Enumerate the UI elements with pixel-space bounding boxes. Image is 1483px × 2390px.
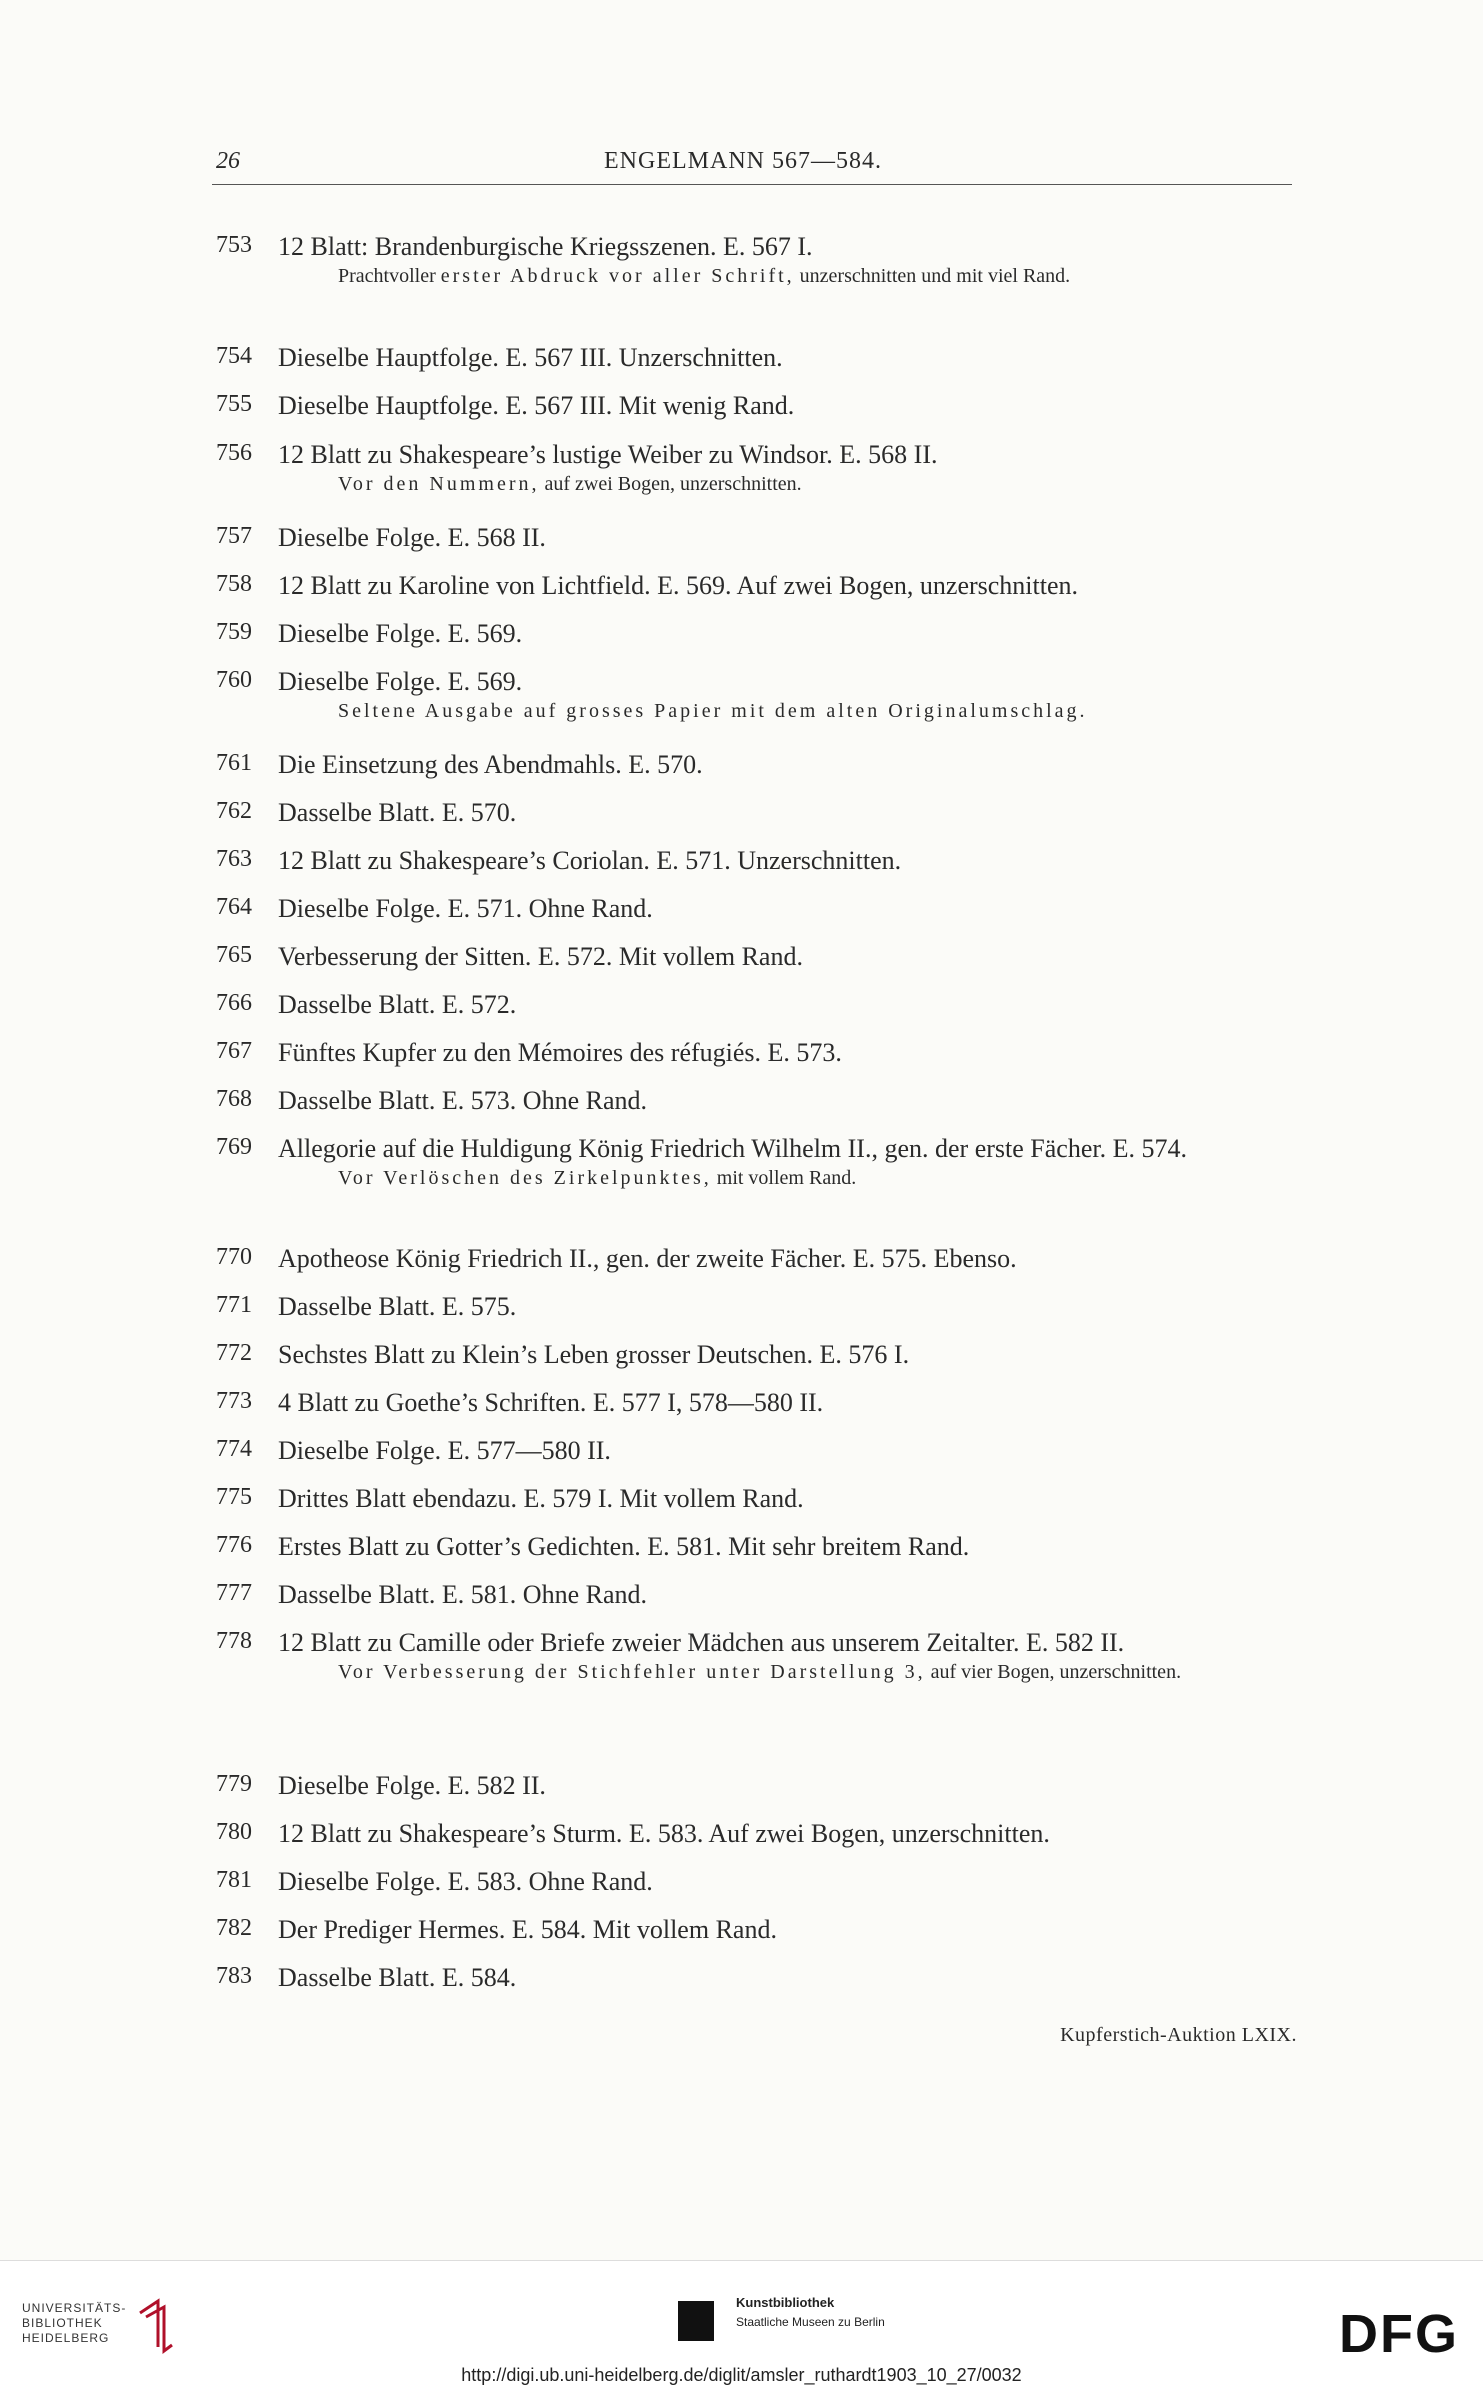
note-sp-text: erster Abdruck vor aller Schrift, [440,265,795,287]
catalog-entry [216,1484,1296,1514]
catalog-entry [216,343,1296,373]
kb-name: Kunstbibliothek [736,2295,835,2310]
ub-line-3: HEIDELBERG [22,2331,110,2345]
lot-number: 761 [216,750,252,776]
lot-title: 4 Blatt zu Goethe’s Schriften. E. 577 I, 578—580 II. [278,1388,824,1417]
catalog-entry [216,942,1296,972]
lot-title: Dasselbe Blatt. E. 572. [278,990,517,1019]
lot-number: 779 [216,1771,252,1797]
lot-note [338,1660,1296,1685]
lot-title: Fünftes Kupfer zu den Mémoires des réfugiés. E. 573. [278,1038,842,1067]
catalog-entry [216,1292,1296,1322]
lot-note [338,472,1296,497]
ub-emblem-icon [136,2295,176,2355]
lot-number: 771 [216,1292,252,1318]
catalog-entry [216,1086,1296,1116]
catalog-entry [216,1819,1296,1849]
lot-title: Dieselbe Folge. E. 569. [278,667,523,696]
note-lead-text: Prachtvoller [338,265,436,287]
lot-number: 772 [216,1340,252,1366]
lot-title: Dieselbe Folge. E. 582 II. [278,1771,546,1800]
lot-number: 759 [216,619,252,645]
lot-title: Sechstes Blatt zu Klein’s Leben grosser Deutschen. E. 576 I. [278,1340,910,1369]
note-rest-text: mit vollem Rand. [716,1167,857,1189]
lot-title: Dieselbe Folge. E. 571. Ohne Rand. [278,894,653,923]
lot-title: Drittes Blatt ebendazu. E. 579 I. Mit vollem Rand. [278,1484,804,1513]
running-head [212,148,1292,185]
catalog-entry [216,1436,1296,1466]
lot-number: 774 [216,1436,252,1462]
lot-title: Dieselbe Folge. E. 577—580 II. [278,1436,611,1465]
note-sp-text: Vor Verlöschen des Zirkelpunktes, [338,1167,712,1189]
lot-number: 766 [216,990,252,1016]
catalog-entry [216,667,1296,724]
catalog-entry [216,1244,1296,1274]
note-rest-text: auf zwei Bogen, unzerschnitten. [544,473,802,495]
lot-number: 754 [216,343,252,369]
catalog-entry [216,232,1296,289]
catalog-entry [216,619,1296,649]
lot-number: 756 [216,440,252,466]
kunstbibliothek-label [736,2295,885,2329]
lot-number: 778 [216,1628,252,1654]
lot-number: 769 [216,1134,252,1160]
lot-number: 758 [216,571,252,597]
lot-title: 12 Blatt: Brandenburgische Kriegsszenen. E. 567 I. [278,232,813,261]
note-rest-text: unzerschnitten und mit viel Rand. [799,265,1071,287]
catalog-entry [216,571,1296,601]
ub-heidelberg-logo [22,2301,126,2346]
lot-title: 12 Blatt zu Karoline von Lichtfield. E. 569. Auf zwei Bogen, unzerschnitten. [278,571,1079,600]
lot-note [338,264,1296,289]
lot-title: Dasselbe Blatt. E. 581. Ohne Rand. [278,1580,647,1609]
lot-number: 770 [216,1244,252,1270]
lot-title: Dasselbe Blatt. E. 570. [278,798,517,827]
catalog-footer: Kupferstich-Auktion LXIX. [1060,2024,1297,2046]
catalog-entry [216,1038,1296,1068]
lot-title: Dieselbe Folge. E. 569. [278,619,523,648]
catalog-entry [216,990,1296,1020]
lot-number: 781 [216,1867,252,1893]
catalog-entry [216,1340,1296,1370]
lot-title: 12 Blatt zu Camille oder Briefe zweier Mädchen aus unserem Zeitalter. E. 582 II. [278,1628,1125,1657]
digitization-footer [0,2260,1483,2390]
note-sp-text: Vor Verbesserung der Stichfehler unter Darstellung 3, [338,1661,926,1683]
lot-title: Dasselbe Blatt. E. 573. Ohne Rand. [278,1086,647,1115]
lot-title: Dieselbe Hauptfolge. E. 567 III. Unzerschnitten. [278,343,783,372]
lot-title: Der Prediger Hermes. E. 584. Mit vollem Rand. [278,1915,777,1944]
kunstbibliothek-logo-icon [678,2301,714,2341]
catalog-entry [216,1628,1296,1685]
catalog-entry [216,750,1296,780]
catalog-entry [216,391,1296,421]
lot-number: 773 [216,1388,252,1414]
catalog-entry [216,440,1296,497]
lot-title: Die Einsetzung des Abendmahls. E. 570. [278,750,703,779]
catalog-entry [216,1771,1296,1801]
lot-title: 12 Blatt zu Shakespeare’s Coriolan. E. 571. Unzerschnitten. [278,846,902,875]
ub-line-2: BIBLIOTHEK [22,2316,103,2330]
lot-number: 762 [216,798,252,824]
lot-number: 767 [216,1038,252,1064]
lot-number: 768 [216,1086,252,1112]
lot-note [338,699,1296,724]
lot-title: Verbesserung der Sitten. E. 572. Mit vollem Rand. [278,942,803,971]
lot-title: Dasselbe Blatt. E. 575. [278,1292,517,1321]
catalog-entry [216,1532,1296,1562]
lot-number: 783 [216,1963,252,1989]
header-title: ENGELMANN 567—584. [604,148,882,174]
ub-line-1: UNIVERSITÄTS- [22,2301,127,2315]
note-rest-text: auf vier Bogen, unzerschnitten. [930,1661,1182,1683]
lot-title: Erstes Blatt zu Gotter’s Gedichten. E. 581. Mit sehr breitem Rand. [278,1532,970,1561]
lot-number: 760 [216,667,252,693]
kb-subtitle: Staatliche Museen zu Berlin [736,2315,885,2329]
lot-title: 12 Blatt zu Shakespeare’s lustige Weiber zu Windsor. E. 568 II. [278,440,938,469]
lot-title: Apotheose König Friedrich II., gen. der zweite Fächer. E. 575. Ebenso. [278,1244,1017,1273]
lot-number: 757 [216,523,252,549]
lot-title: Dieselbe Hauptfolge. E. 567 III. Mit wenig Rand. [278,391,795,420]
permalink-url[interactable]: http://digi.ub.uni-heidelberg.de/diglit/amsler_ruthardt1903_10_27/0032 [461,2365,1022,2385]
catalog-entry [216,846,1296,876]
lot-title: Dieselbe Folge. E. 583. Ohne Rand. [278,1867,653,1896]
lot-number: 780 [216,1819,252,1845]
lot-title: Dasselbe Blatt. E. 584. [278,1963,517,1992]
catalog-entry [216,1388,1296,1418]
catalog-entry [216,1867,1296,1897]
lot-number: 776 [216,1532,252,1558]
lot-number: 765 [216,942,252,968]
page-number: 26 [216,148,240,174]
catalog-entry [216,523,1296,553]
lot-title: 12 Blatt zu Shakespeare’s Sturm. E. 583. Auf zwei Bogen, unzerschnitten. [278,1819,1050,1848]
catalog-entry [216,798,1296,828]
lot-number: 764 [216,894,252,920]
note-sp-text: Seltene Ausgabe auf grosses Papier mit dem alten Originalumschlag. [338,700,1088,722]
lot-number: 753 [216,232,252,258]
catalog-entry [216,894,1296,924]
lot-number: 763 [216,846,252,872]
catalog-entry [216,1915,1296,1945]
lot-number: 755 [216,391,252,417]
lot-title: Dieselbe Folge. E. 568 II. [278,523,546,552]
catalog-entry [216,1134,1296,1191]
catalog-entry [216,1963,1296,1993]
note-sp-text: Vor den Nummern, [338,473,540,495]
lot-title: Allegorie auf die Huldigung König Friedrich Wilhelm II., gen. der erste Fächer. E. 574. [278,1134,1187,1163]
catalog-entry [216,1580,1296,1610]
dfg-logo: DFG [1339,2304,1459,2364]
lot-note [338,1166,1296,1191]
lot-number: 777 [216,1580,252,1606]
lot-number: 782 [216,1915,252,1941]
lot-number: 775 [216,1484,252,1510]
